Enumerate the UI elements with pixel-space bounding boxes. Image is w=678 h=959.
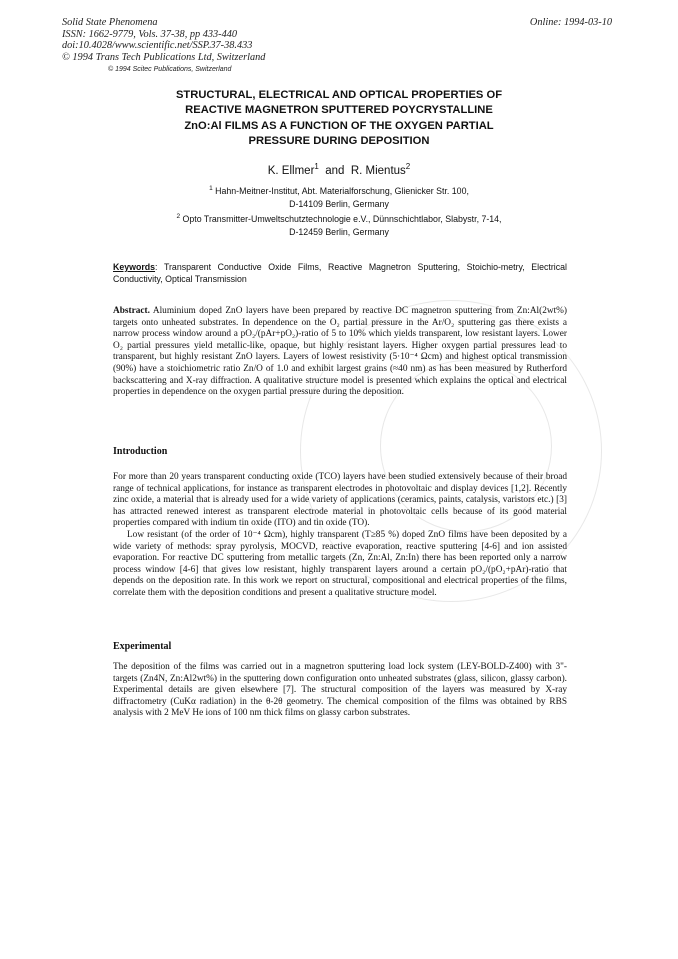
- abstract-label: Abstract.: [113, 306, 150, 316]
- affiliation-line: D-12459 Berlin, Germany: [289, 226, 389, 237]
- experimental-body: [113, 662, 567, 720]
- doi-line: doi:10.4028/www.scientific.net/SSP.37-38.433: [62, 40, 253, 52]
- author-affiliation-mark: 1: [314, 162, 319, 171]
- issn-line: ISSN: 1662-9779, Vols. 37-38, pp 433-440: [62, 28, 238, 40]
- abstract: [113, 306, 567, 399]
- publisher-line: © 1994 Scitec Publications, Switzerland: [108, 66, 232, 73]
- paragraph: The deposition of the films was carried out in a magnetron sputtering load lock system (LEY-BOLD-Z400) with 3"-targets (Zn4N, Zn:Al2wt%) in the sputtering down configuration onto unheated substrates (glass, silicon, glassy carbon). Experimental details are given elsewhere [7]. The structural composition of the layers was measured by X-ray diffractometry (CuKα radiation) in the θ-2θ geometry. The chemical composition of the films was obtained by RBS analysis with 2 MeV He ions of 100 nm thick films on glassy carbon substrates.: [113, 662, 567, 719]
- keywords-label: Keywords: [113, 262, 156, 272]
- author-affiliation-mark: 2: [405, 162, 411, 171]
- abstract-text: Aluminium doped ZnO layers have been prepared by reactive DC magnetron sputtering from Zn:Al(2wt%) targets onto unheated substrates. In dependence on the O₂ partial pressure in the Ar/O₂ sputtering gas there exists a narrow process window around a pO₂/(pAr+pO₂)-ratio of 5 to 10% which yields transparent, low resistant layers. Lower O₂ partial pressures yield metallic-like, opaque, but highly resistant layers. Higher oxygen partial pressures lead to transparent, but highly resistant ZnO layers. Layers of lowest resistivity (5·10⁻⁴ Ωcm) and highest optical transmission (90%) have a stoichiometric ratio Zn/O of 1.0 and exhibit largest grains (≈40 nm) as has been measured by Rutherford backscattering and X-ray diffraction. A qualitative structure model is presented which explains the optical and electrical properties in dependence on the oxygen partial pressure during the deposition.: [113, 306, 568, 398]
- affiliation-line: Opto Transmitter-Umweltschutztechnologie e.V., Dünnschichtlabor, Slabystr, 7-14,: [182, 213, 502, 224]
- affiliation-2: [62, 211, 616, 239]
- title-line: ZnO:Al FILMS AS A FUNCTION OF THE OXYGEN PARTIAL: [184, 119, 494, 132]
- publication-header: [62, 17, 265, 63]
- author-name: K. Ellmer: [267, 164, 315, 177]
- affiliation-1: [62, 183, 616, 211]
- affiliation-mark: 1: [209, 185, 213, 192]
- introduction-body: [113, 472, 567, 600]
- introduction-heading: Introduction: [113, 446, 168, 457]
- author-joiner: and: [325, 164, 345, 177]
- paragraph: For more than 20 years transparent conducting oxide (TCO) layers have been studied extensively because of their broad range of technical applications, for instance as transparent electrodes in photovoltaic and display devices [1,2]. Recently zinc oxide, a material that is already used for a wide variety of applications (ceramics, paints, catalysis, varistors etc.) [3] has attracted renewed interest as transparent electrode material in photovoltaic cells because of its good material properties compared with indium tin oxide (ITO) and tin oxide (TO).: [113, 472, 567, 529]
- affiliation-mark: 2: [176, 213, 181, 220]
- online-date: Online: 1994-03-10: [529, 17, 612, 28]
- title-line: STRUCTURAL, ELECTRICAL AND OPTICAL PROPERTIES OF: [175, 89, 503, 101]
- affiliation-line: Hahn-Meitner-Institut, Abt. Materialforschung, Glienicker Str. 100,: [215, 185, 469, 196]
- paper-title: [62, 88, 616, 150]
- paragraph: Low resistant (of the order of 10⁻⁴ Ωcm), highly transparent (T≥85 %) doped ZnO films have been deposited by a wide variety of methods: spray pyrolysis, MOCVD, reactive evaporation, reactive sputtering [4-6] and ion assisted evaporation. For reactive DC sputtering from metallic targets (Zn, Zn:Al, Zn:In) there has been reported only a narrow process window [4-6] that gives low resistant, highly transparent layers around a certain pO₂/(pO₂+pAr)-ratio that depends on the deposition rate. In this work we report on structural, compositional and electrical properties of the films, correlate them with the deposition conditions and present a qualitative structure model.: [113, 529, 567, 598]
- copyright-line: © 1994 Trans Tech Publications Ltd, Switzerland: [62, 51, 266, 63]
- journal-name: Solid State Phenomena: [62, 17, 158, 28]
- author-name: R. Mientus: [350, 164, 406, 177]
- keywords: [113, 261, 567, 285]
- experimental-heading: Experimental: [113, 641, 172, 652]
- author-list: [62, 162, 616, 177]
- keywords-text: : Transparent Conductive Oxide Films, Reactive Magnetron Sputtering, Stoichio-metry, Electrical Conductivity, Optical Transmission: [113, 262, 567, 284]
- title-line: REACTIVE MAGNETRON SPUTTERED POYCRYSTALLINE: [185, 104, 493, 117]
- title-line: PRESSURE DURING DEPOSITION: [248, 135, 430, 148]
- affiliation-line: D-14109 Berlin, Germany: [289, 198, 389, 209]
